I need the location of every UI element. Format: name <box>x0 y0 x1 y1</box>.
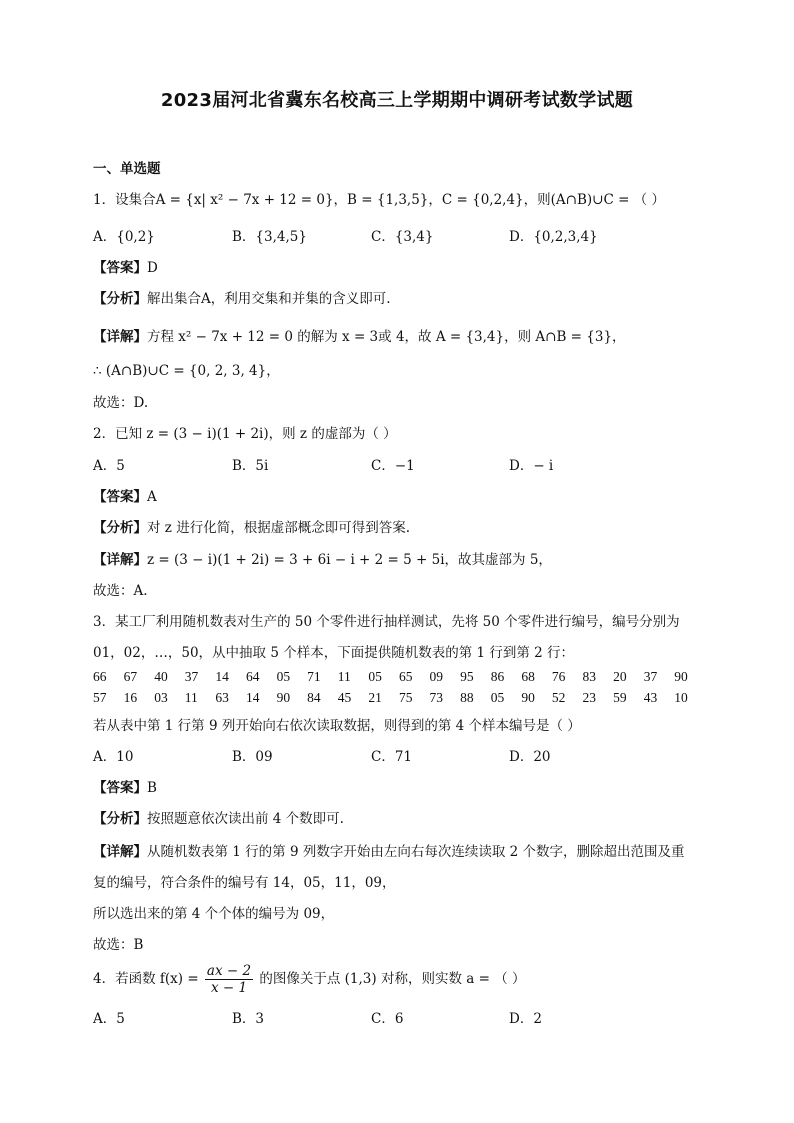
q2-answer-value: A <box>147 489 157 505</box>
random-number-cell: 84 <box>307 690 321 705</box>
q3-option-a: A．10 <box>93 749 134 765</box>
q1-analysis-text: 解出集合A，利用交集和并集的含义即可. <box>147 291 391 307</box>
random-number-cell: 05 <box>276 669 291 684</box>
random-number-cell: 03 <box>154 690 168 705</box>
q3-answer <box>93 779 157 797</box>
random-number-cell: 75 <box>398 690 413 705</box>
random-number-cell: 37 <box>184 669 199 684</box>
random-number-cell: 65 <box>398 669 413 684</box>
q2-option-b: B．5i <box>232 458 269 474</box>
random-number-cell: 90 <box>521 690 535 705</box>
q3-option-d: D．20 <box>509 749 551 765</box>
random-number-cell: 11 <box>337 669 351 684</box>
detail-label: 【详解】 <box>93 552 147 568</box>
random-number-cell: 37 <box>643 669 658 684</box>
q2-option-a: A．5 <box>93 458 125 474</box>
q1-option-c: C．{3,4} <box>371 229 434 245</box>
q2-answer <box>93 488 157 506</box>
random-number-cell: 14 <box>245 690 260 705</box>
random-number-cell: 09 <box>429 669 444 684</box>
random-number-cell: 90 <box>276 690 291 705</box>
q4-option-c: C．6 <box>371 1011 404 1027</box>
q3-answer-value: B <box>147 780 157 796</box>
random-number-cell: 86 <box>490 669 505 684</box>
random-number-cell: 05 <box>490 690 505 705</box>
random-number-cell: 64 <box>245 669 260 684</box>
q3-option-c: C．71 <box>371 749 413 765</box>
question-2-stem: 2．已知 z = (3 − i)(1 + 2i)，则 z 的虚部为（ ） <box>93 426 397 442</box>
question-3-stem-2: 01，02，…，50，从中抽取 5 个样本，下面提供随机数表的第 1 行到第 2 行： <box>93 645 575 661</box>
random-number-cell: 90 <box>674 669 688 684</box>
q1-option-d: D．{0,2,3,4} <box>509 229 598 245</box>
q1-conclusion: 故选：D. <box>93 395 149 411</box>
question-3-stem-3: 若从表中第 1 行第 9 列开始向右依次读取数据，则得到的第 4 个样本编号是（ ） <box>93 718 581 734</box>
random-table-row-1 <box>93 669 705 685</box>
answer-label: 【答案】 <box>93 489 147 505</box>
analysis-label: 【分析】 <box>93 291 147 307</box>
random-number-cell: 14 <box>215 669 229 684</box>
q4-stem-post: 的图像关于点 (1,3) 对称，则实数 a = （ ） <box>255 971 526 987</box>
q3-conclusion: 故选：B <box>93 937 144 953</box>
random-number-cell: 45 <box>337 690 352 705</box>
q2-option-d: D．− i <box>509 458 554 474</box>
answer-label: 【答案】 <box>93 260 147 276</box>
q3-detail-2: 复的编号，符合条件的编号有 14，05，11，09， <box>93 875 396 891</box>
q4-stem-pre: 4．若函数 f(x) = <box>93 971 203 987</box>
q2-option-c: C．−1 <box>371 458 415 474</box>
q1-answer-value: D <box>147 260 158 276</box>
q1-detail <box>93 328 626 346</box>
detail-label: 【详解】 <box>93 844 147 860</box>
q2-analysis <box>93 519 410 537</box>
question-3-stem-1: 3．某工厂利用随机数表对生产的 50 个零件进行抽样测试，先将 50 个零件进行编号，编号分别为 <box>93 614 680 630</box>
random-number-cell: 63 <box>215 690 229 705</box>
q4-option-d: D．2 <box>509 1011 542 1027</box>
q1-answer <box>93 259 158 277</box>
q2-detail-text: z = (3 − i)(1 + 2i) = 3 + 6i − i + 2 = 5 + 5i，故其虚部为 5， <box>147 552 552 568</box>
random-number-cell: 23 <box>582 690 596 705</box>
q1-detail-text: 方程 x² − 7x + 12 = 0 的解为 x = 3或 4，故 A = {3,4}，则 A∩B = {3}， <box>147 329 626 345</box>
random-number-cell: 68 <box>521 669 535 684</box>
detail-label: 【详解】 <box>93 329 147 345</box>
q3-analysis <box>93 810 344 828</box>
q4-fraction-denominator: x − 1 <box>210 980 248 996</box>
q3-detail <box>93 843 685 861</box>
q3-detail-text: 从随机数表第 1 行的第 9 列数字开始由左向右每次连续读取 2 个数字，删除超出范围及重 <box>147 844 685 860</box>
random-number-cell: 16 <box>123 690 138 705</box>
q2-conclusion: 故选：A. <box>93 583 148 599</box>
random-number-cell: 05 <box>368 669 382 684</box>
random-number-cell: 57 <box>93 690 107 705</box>
random-number-cell: 52 <box>551 690 566 705</box>
q4-fraction <box>205 963 253 996</box>
q4-option-b: B．3 <box>232 1011 265 1027</box>
random-number-cell: 88 <box>460 690 474 705</box>
q1-option-a: A．{0,2} <box>93 229 155 245</box>
question-1-stem: 1．设集合A = {x| x² − 7x + 12 = 0}，B = {1,3,5}，C = {0,2,4}，则(A∩B)∪C = （ ） <box>93 192 665 208</box>
q1-option-b: B．{3,4,5} <box>232 229 307 245</box>
random-table-row-2 <box>93 690 705 706</box>
random-number-cell: 76 <box>551 669 566 684</box>
q2-analysis-text: 对 z 进行化简，根据虚部概念即可得到答案. <box>147 520 410 536</box>
random-number-cell: 21 <box>368 690 382 705</box>
random-number-cell: 73 <box>429 690 444 705</box>
q4-option-a: A．5 <box>93 1011 125 1027</box>
random-number-cell: 66 <box>93 669 107 684</box>
section-heading: 一、单选题 <box>93 161 161 177</box>
random-number-cell: 59 <box>613 690 627 705</box>
q1-analysis <box>93 290 391 308</box>
random-number-cell: 95 <box>460 669 474 684</box>
q3-detail-3: 所以选出来的第 4 个个体的编号为 09， <box>93 906 335 922</box>
q3-option-b: B．09 <box>232 749 273 765</box>
random-number-cell: 71 <box>307 669 321 684</box>
q1-detail-2: ∴ (A∩B)∪C = {0, 2, 3, 4}， <box>93 363 280 379</box>
analysis-label: 【分析】 <box>93 811 147 827</box>
q3-analysis-text: 按照题意依次读出前 4 个数即可. <box>147 811 344 827</box>
random-number-cell: 83 <box>582 669 596 684</box>
random-number-cell: 20 <box>613 669 627 684</box>
random-number-cell: 10 <box>674 690 688 705</box>
random-number-cell: 40 <box>154 669 168 684</box>
random-number-cell: 43 <box>643 690 658 705</box>
q4-fraction-numerator: ax − 2 <box>206 963 252 979</box>
random-number-cell: 11 <box>184 690 198 705</box>
page-title: 2023届河北省冀东名校高三上学期期中调研考试数学试题 <box>160 90 634 111</box>
random-number-cell: 67 <box>123 669 138 684</box>
question-4-stem <box>93 962 525 996</box>
answer-label: 【答案】 <box>93 780 147 796</box>
q2-detail <box>93 551 552 569</box>
analysis-label: 【分析】 <box>93 520 147 536</box>
